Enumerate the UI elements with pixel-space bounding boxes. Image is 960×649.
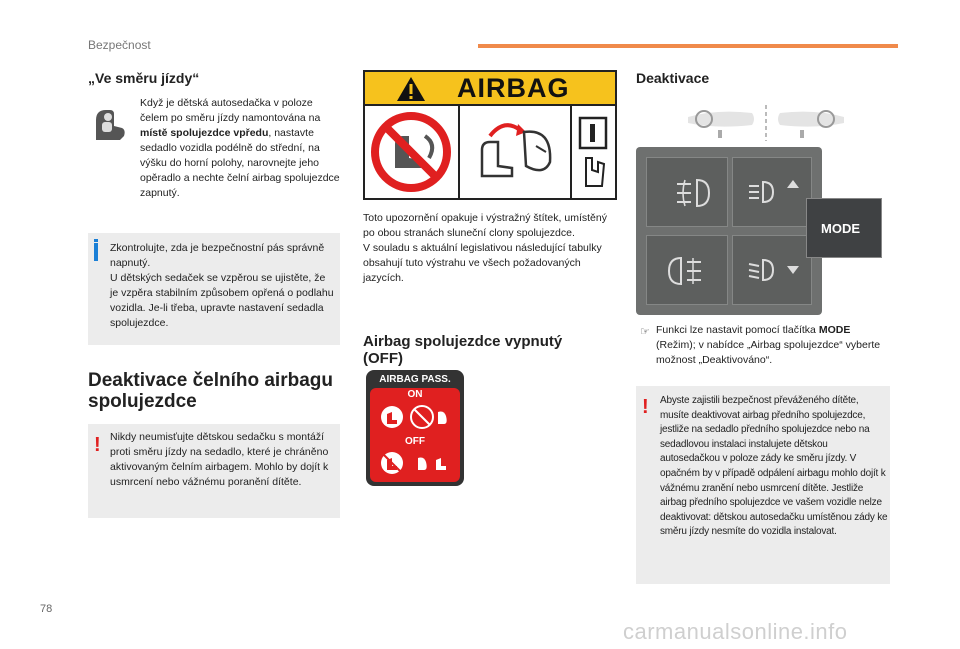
pass-off-icons <box>378 448 452 478</box>
prohibited-child-seat-icon <box>365 106 458 198</box>
warning-icon: ! <box>94 434 101 456</box>
read-manual-icon <box>572 106 615 198</box>
front-fog-icon <box>647 158 729 228</box>
intro-bold: místě spolujezdce vpředu <box>140 127 269 139</box>
header-accent-bar <box>478 44 898 48</box>
hazard-triangle-icon <box>395 75 427 103</box>
headlamp-down-icon <box>733 236 813 306</box>
step-post: (Režim); v nabídce „Airbag spolujezdce“ vyberte možnost „Deaktivováno“. <box>656 339 881 366</box>
airbag-pass-indicator <box>366 370 464 486</box>
forward-facing-heading: „Ve směru jízdy“ <box>88 70 200 86</box>
headlamp-down-button[interactable] <box>732 235 812 305</box>
page-number: 78 <box>40 603 53 615</box>
step-instruction <box>656 323 888 368</box>
rear-fog-icon <box>647 236 729 306</box>
site-watermark: carmanualsonline.info <box>623 619 848 644</box>
headlamp-up-button[interactable] <box>732 157 812 227</box>
fog-light-button[interactable] <box>646 157 728 227</box>
airbag-deploy-icon <box>460 106 570 198</box>
control-panel-photo <box>636 147 822 315</box>
child-seat-icon <box>88 104 128 144</box>
info-box <box>88 233 340 345</box>
info-icon <box>94 243 98 261</box>
step-arrow-icon: ☞ <box>640 326 650 338</box>
intro-pre: Když je dětská autosedačka v poloze čelem po směru jízdy namontována na <box>140 97 321 124</box>
deactivation-big-heading: Deaktivace čelního airbagu spolujezdce <box>88 370 333 412</box>
section-title: Bezpečnost <box>88 38 151 52</box>
airbag-off-heading: Airbag spolujezdce vypnutý (OFF) <box>363 333 563 367</box>
deactivation-heading: Deaktivace <box>636 70 710 86</box>
pass-on-label: ON <box>407 389 423 400</box>
warning-icon: ! <box>642 396 649 418</box>
label-explanation: Toto upozornění opakuje i výstražný štítek, umístěný po obou stranách sluneční clony spolujezdce. V souladu s aktuální legislativou následující tabulky obsahují tuto výstrahu ve všech požadovaných jazycích. <box>363 212 607 284</box>
warning-box <box>88 424 340 518</box>
headlamp-up-icon <box>733 158 813 228</box>
dashboard-location-diagram <box>686 103 846 143</box>
pass-on-icons <box>378 402 452 432</box>
mode-button-label: MODE <box>821 221 860 236</box>
rear-fog-button[interactable] <box>646 235 728 305</box>
step-bold: MODE <box>818 324 851 336</box>
mode-button[interactable] <box>806 198 882 258</box>
info-icon-dot <box>94 239 98 242</box>
pass-off-label: OFF <box>405 436 425 447</box>
read-manual-cell <box>572 106 615 198</box>
pass-title: AIRBAG PASS. <box>379 374 451 385</box>
warning-box-text: Nikdy neumisťujte dětskou sedačku s montáží proti směru jízdy na sedadlo, které je chráněno aktivovaným čelním airbagem. Mohlo by dojít k usmrcení nebo vážnému poranění dítěte. <box>110 431 329 488</box>
airbag-warning-label <box>363 70 617 200</box>
rear-facing-warning-text: Abyste zajistili bezpečnost převáženého dítěte, musíte deaktivovat airbag předního spolujezdce, jestliže na sedadlo předního spolujezdce nebo na sedadlovou instalaci instalujete dětskou autosedačkou v poloze zády ke směru jízdy. V opačném by v případě odpálení airbagu mohlo dojít k vážnému zranění nebo usmrcení dítěte. Jestliže airbag předního spolujezdce ve vašem vozidle nelze deaktivovat: dětskou autosedačku umístěnou zády ke směru jízdy nesmíte do vozidla instalovat. <box>660 395 888 538</box>
intro-post: , nastavte sedadlo vozidla podélně do střední, na výšku do horní polohy, narovnejte jeho opěradlo a nechte čelní airbag spolujezdce zapnutý. <box>140 127 340 199</box>
rear-facing-warning-box <box>636 386 890 584</box>
forward-facing-paragraph <box>140 96 340 201</box>
airbag-label-word: AIRBAG <box>457 73 570 103</box>
step-pre: Funkci lze nastavit pomocí tlačítka <box>656 324 819 336</box>
airbag-deploy-cell <box>460 106 572 198</box>
info-box-text: Zkontrolujte, zda je bezpečnostní pás správně napnutý. U dětských sedaček se vzpěrou se ujistěte, že je vzpěra stabilním způsobem opřená o podlahu vozidla. Je-li třeba, upravte nastavení sedadla spolujezdce. <box>110 242 334 329</box>
no-rear-seat-cell <box>365 106 460 198</box>
airbag-label-header <box>365 72 615 106</box>
